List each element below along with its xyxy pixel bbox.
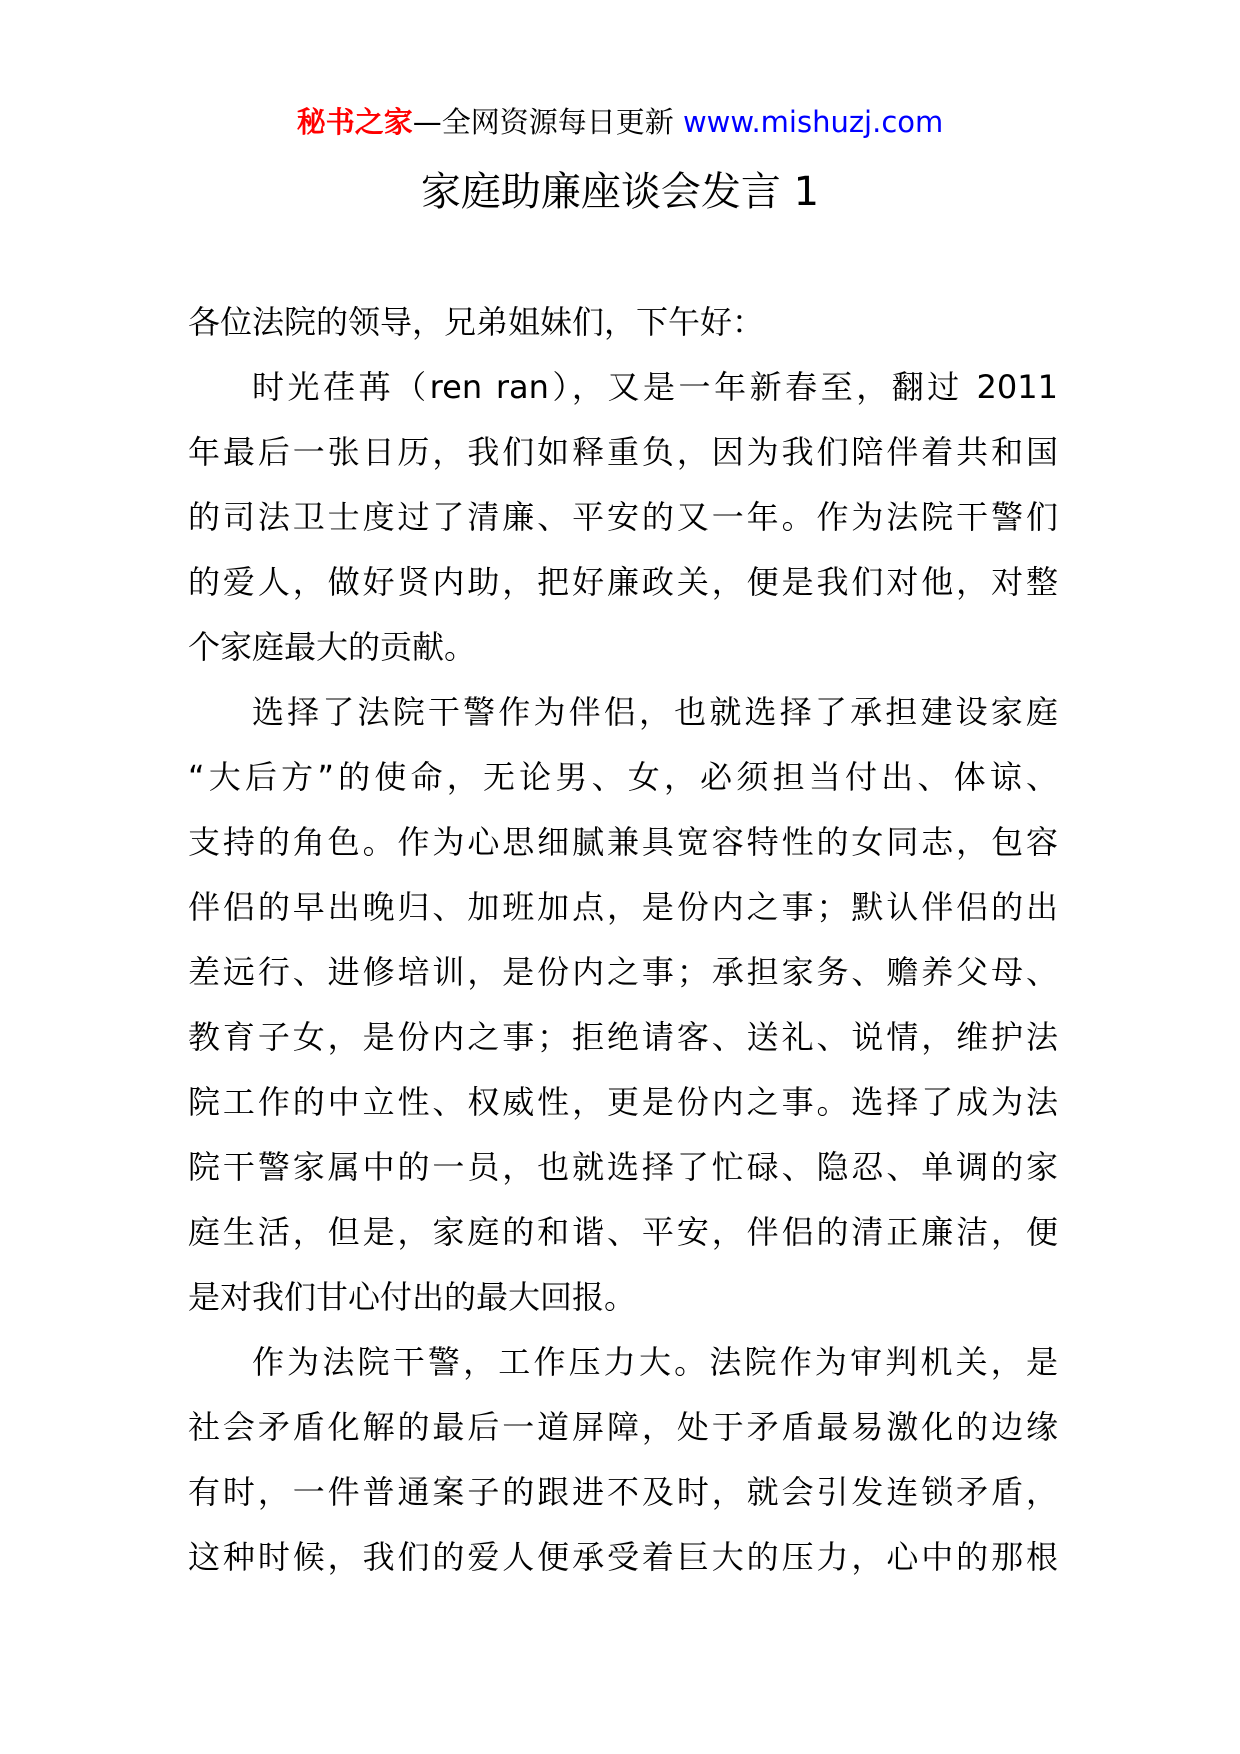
text-line: 选择了法院干警作为伴侣，也就选择了承担建设家庭 [252,693,1058,731]
text-line: 的司法卫士度过了清廉、平安的又一年。作为法院干警们 [188,498,1058,536]
text-line: 院工作的中立性、权威性，更是份内之事。选择了成为法 [188,1083,1058,1121]
document-title: 家庭助廉座谈会发言 1 [420,169,820,215]
text-line-greeting: 各位法院的领导，兄弟姐妹们，下午好： [188,303,765,341]
text-line: 支持的角色。作为心思细腻兼具宽容特性的女同志，包容 [188,823,1058,861]
text-line: “大后方”的使命，无论男、女，必须担当付出、体谅、 [188,758,1058,796]
brand-name: 秘书之家 [296,105,413,139]
text-line: 作为法院干警，工作压力大。法院作为审判机关，是 [252,1343,1058,1381]
text-line: 社会矛盾化解的最后一道屏障，处于矛盾最易激化的边缘 [188,1408,1058,1446]
text-line: 有时，一件普通案子的跟进不及时，就会引发连锁矛盾， [188,1473,1058,1511]
text-line: 这种时候，我们的爱人便承受着巨大的压力，心中的那根 [188,1538,1058,1576]
text-line: 时光荏苒（ren ran），又是一年新春至，翻过 2011 [252,368,1058,406]
site-header [0,100,1240,144]
site-url-link[interactable]: www.mishuzj.com [682,105,944,139]
text-line: 教育子女，是份内之事；拒绝请客、送礼、说情，维护法 [188,1018,1058,1056]
document-body [188,290,1058,1590]
header-tagline: —全网资源每日更新 [412,105,674,139]
text-line: 庭生活，但是，家庭的和谐、平安，伴侣的清正廉洁，便 [188,1213,1058,1251]
text-line: 是对我们甘心付出的最大回报。 [188,1278,637,1316]
text-line: 年最后一张日历，我们如释重负，因为我们陪伴着共和国 [188,433,1058,471]
text-line: 个家庭最大的贡献。 [188,628,477,666]
text-line: 伴侣的早出晚归、加班加点，是份内之事；默认伴侣的出 [188,888,1058,926]
text-line: 院干警家属中的一员，也就选择了忙碌、隐忍、单调的家 [188,1148,1058,1186]
text-line: 差远行、进修培训，是份内之事；承担家务、赡养父母、 [188,953,1058,991]
text-line: 的爱人，做好贤内助，把好廉政关，便是我们对他，对整 [188,563,1058,601]
